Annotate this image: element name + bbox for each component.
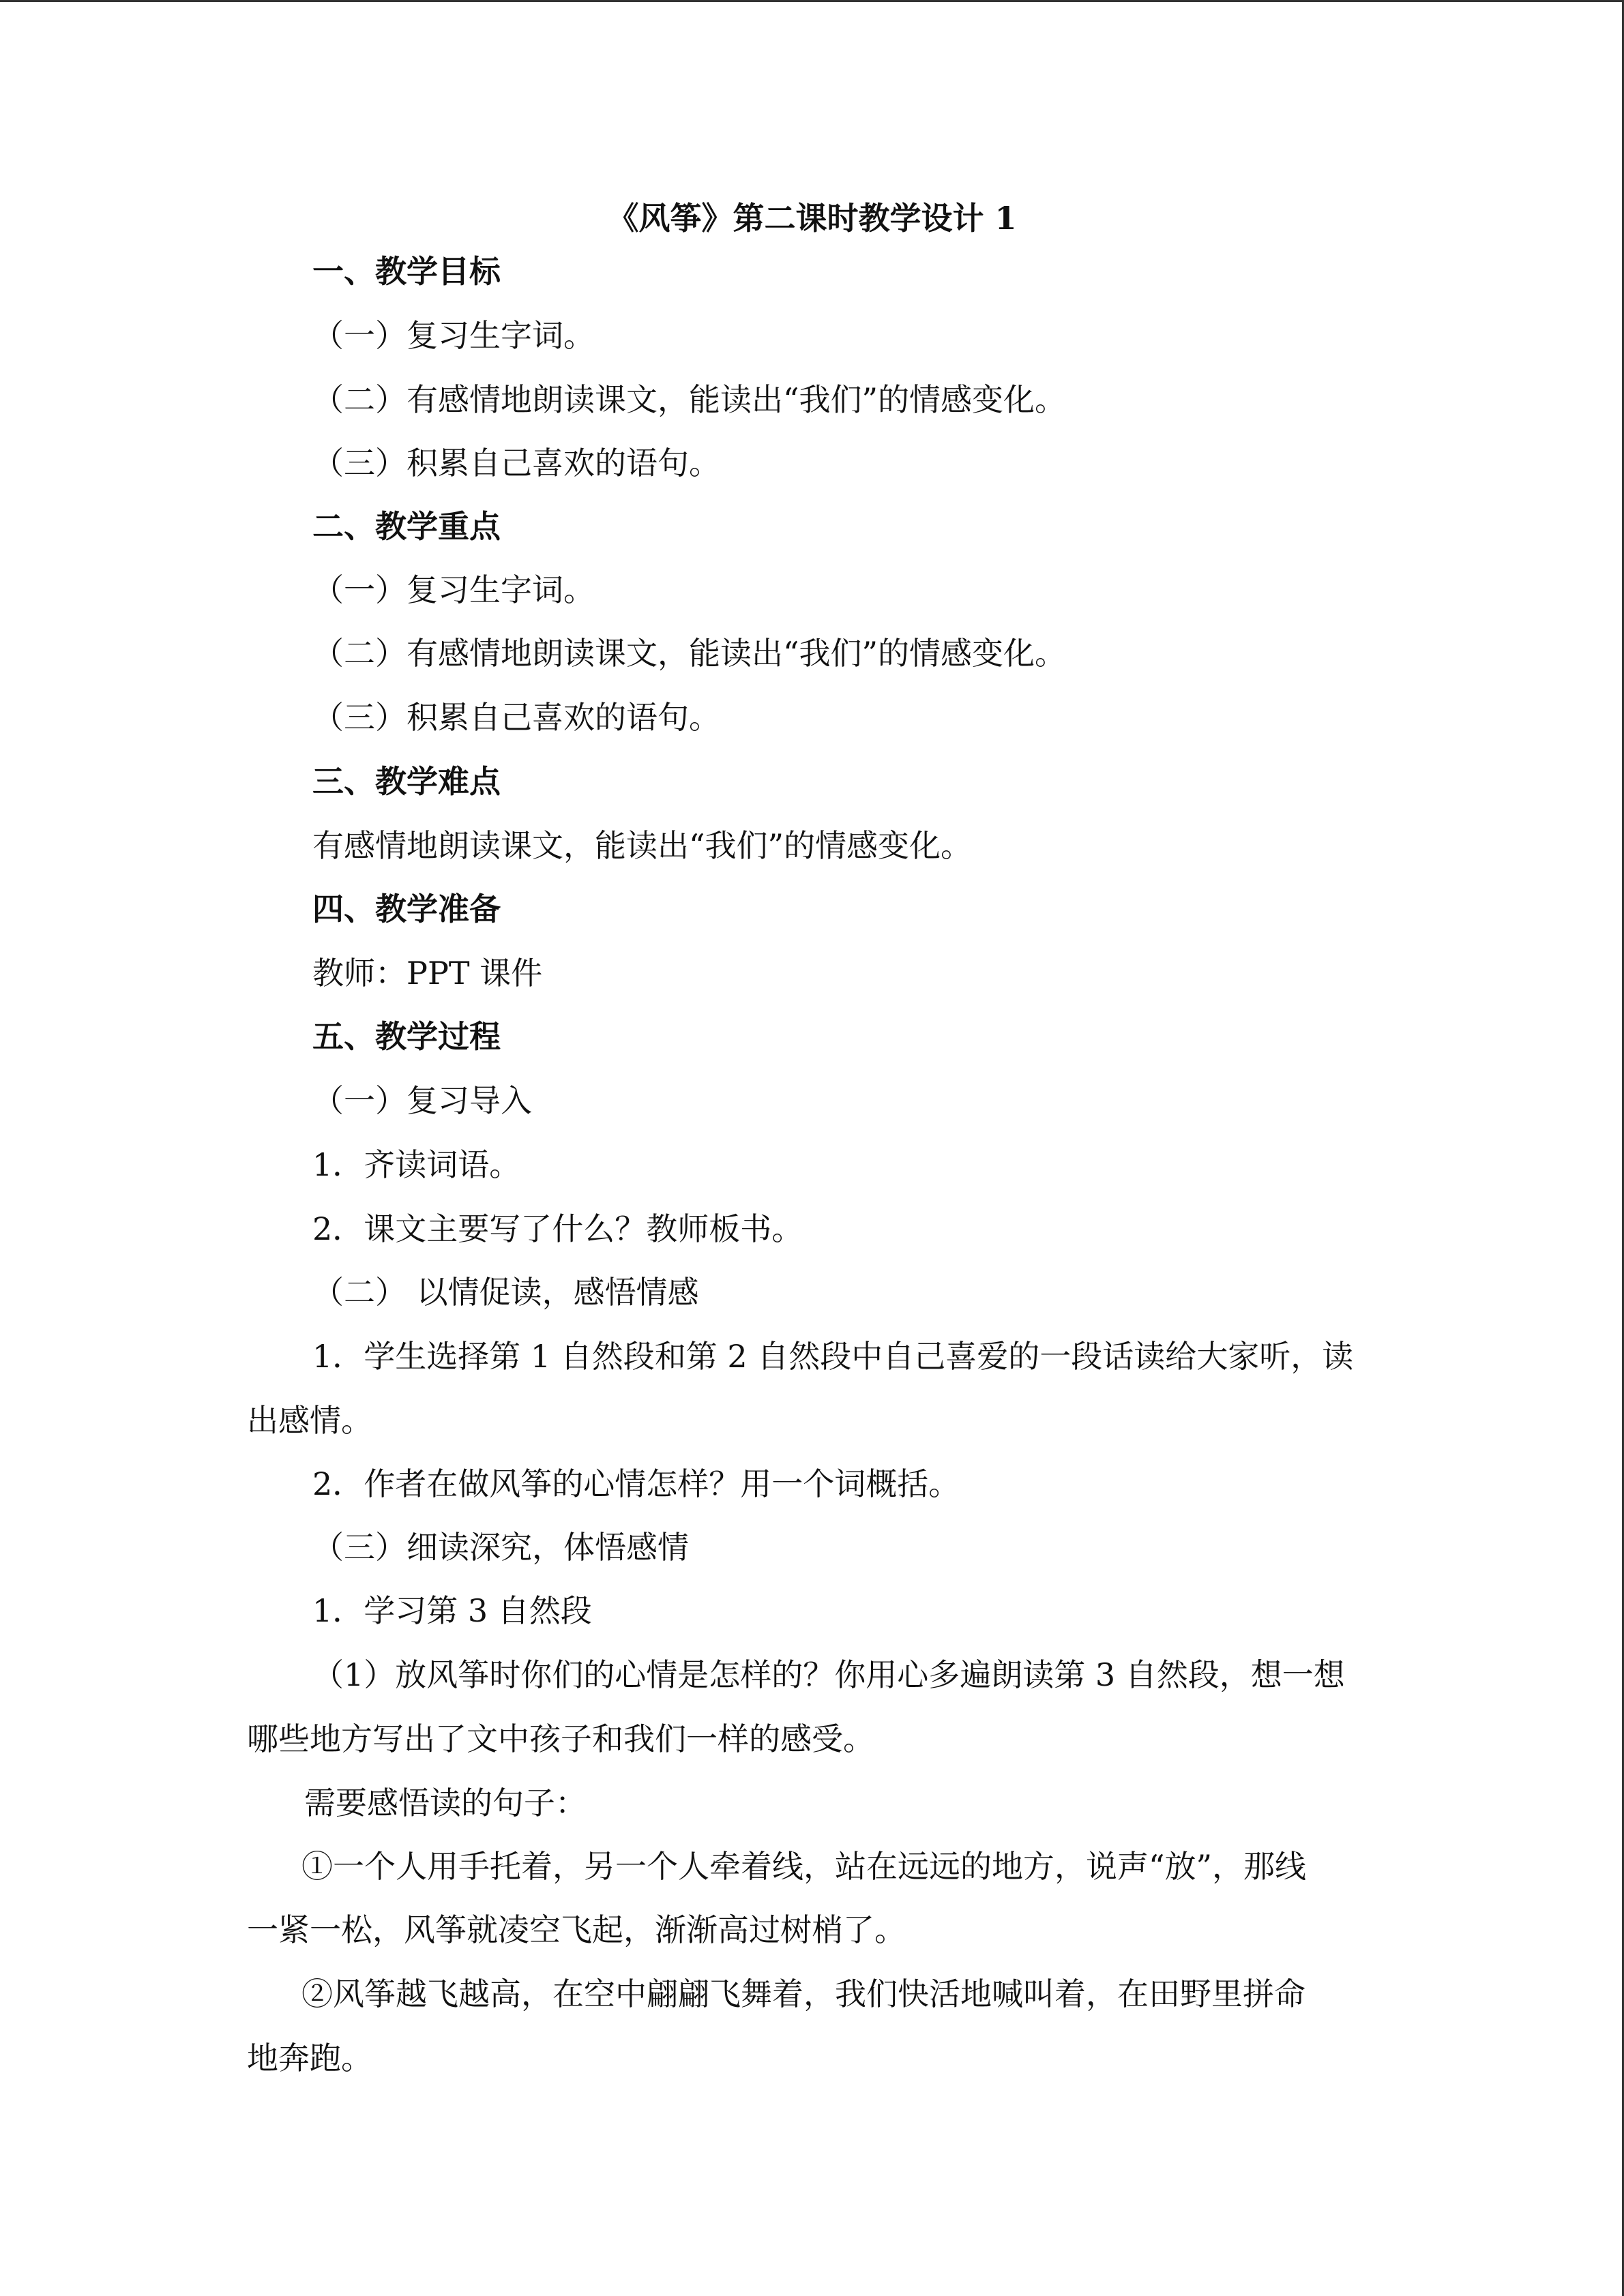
objective-item-3: （三）积累自己喜欢的语句。 xyxy=(312,445,720,481)
section-heading-key-points: 二、教学重点 xyxy=(312,508,501,545)
key-point-item-3: （三）积累自己喜欢的语句。 xyxy=(312,699,720,736)
objective-item-2: （二）有感情地朗读课文，能读出“我们”的情感变化。 xyxy=(312,381,1067,418)
process-part3-need-label: 需要感悟读的句子： xyxy=(304,1785,587,1821)
process-part2-item-2: 2．作者在做风筝的心情怎样？用一个词概括。 xyxy=(312,1465,960,1502)
sentence-1-line1: ①一个人用手托着，另一个人牵着线，站在远远的地方，说声“放”，那线 xyxy=(301,1848,1307,1885)
section-heading-objectives: 一、教学目标 xyxy=(312,253,501,290)
section-heading-difficulties: 三、教学难点 xyxy=(312,763,501,800)
process-part3-question1-line2: 哪些地方写出了文中孩子和我们一样的感受。 xyxy=(247,1720,874,1757)
process-part2-item1-line1: 1．学生选择第 1 自然段和第 2 自然段中自己喜爱的一段话读给大家听，读 xyxy=(312,1338,1354,1375)
process-part1-item-2: 2．课文主要写了什么？教师板书。 xyxy=(312,1210,803,1247)
objective-item-1: （一）复习生字词。 xyxy=(312,317,595,354)
process-part3-item-1: 1．学习第 3 自然段 xyxy=(312,1592,592,1629)
sentence-2-line1: ②风筝越飞越高，在空中翩翩飞舞着，我们快活地喊叫着，在田野里拼命 xyxy=(301,1976,1305,2012)
process-part2-title: （二） 以情促读，感悟情感 xyxy=(312,1274,699,1311)
difficulties-text: 有感情地朗读课文，能读出“我们”的情感变化。 xyxy=(312,827,973,864)
process-part1-title: （一）复习导入 xyxy=(312,1082,532,1119)
section-heading-process: 五、教学过程 xyxy=(312,1018,501,1055)
key-point-item-2: （二）有感情地朗读课文，能读出“我们”的情感变化。 xyxy=(312,635,1067,672)
key-point-item-1: （一）复习生字词。 xyxy=(312,571,595,608)
sentence-2-line2: 地奔跑。 xyxy=(247,2040,372,2076)
process-part3-question1-line1: （1）放风筝时你们的心情是怎样的？你用心多遍朗读第 3 自然段，想一想 xyxy=(312,1656,1345,1693)
process-part3-title: （三）细读深究，体悟感情 xyxy=(312,1529,689,1566)
process-part2-item1-line2: 出感情。 xyxy=(247,1402,372,1439)
preparation-text: 教师：PPT 课件 xyxy=(312,955,543,992)
document-title: 《风筝》第二课时教学设计 1 xyxy=(607,200,1017,237)
process-part1-item-1: 1．齐读词语。 xyxy=(312,1146,521,1183)
section-heading-preparation: 四、教学准备 xyxy=(312,891,501,927)
sentence-1-line2: 一紧一松，风筝就凌空飞起，渐渐高过树梢了。 xyxy=(247,1911,906,1948)
